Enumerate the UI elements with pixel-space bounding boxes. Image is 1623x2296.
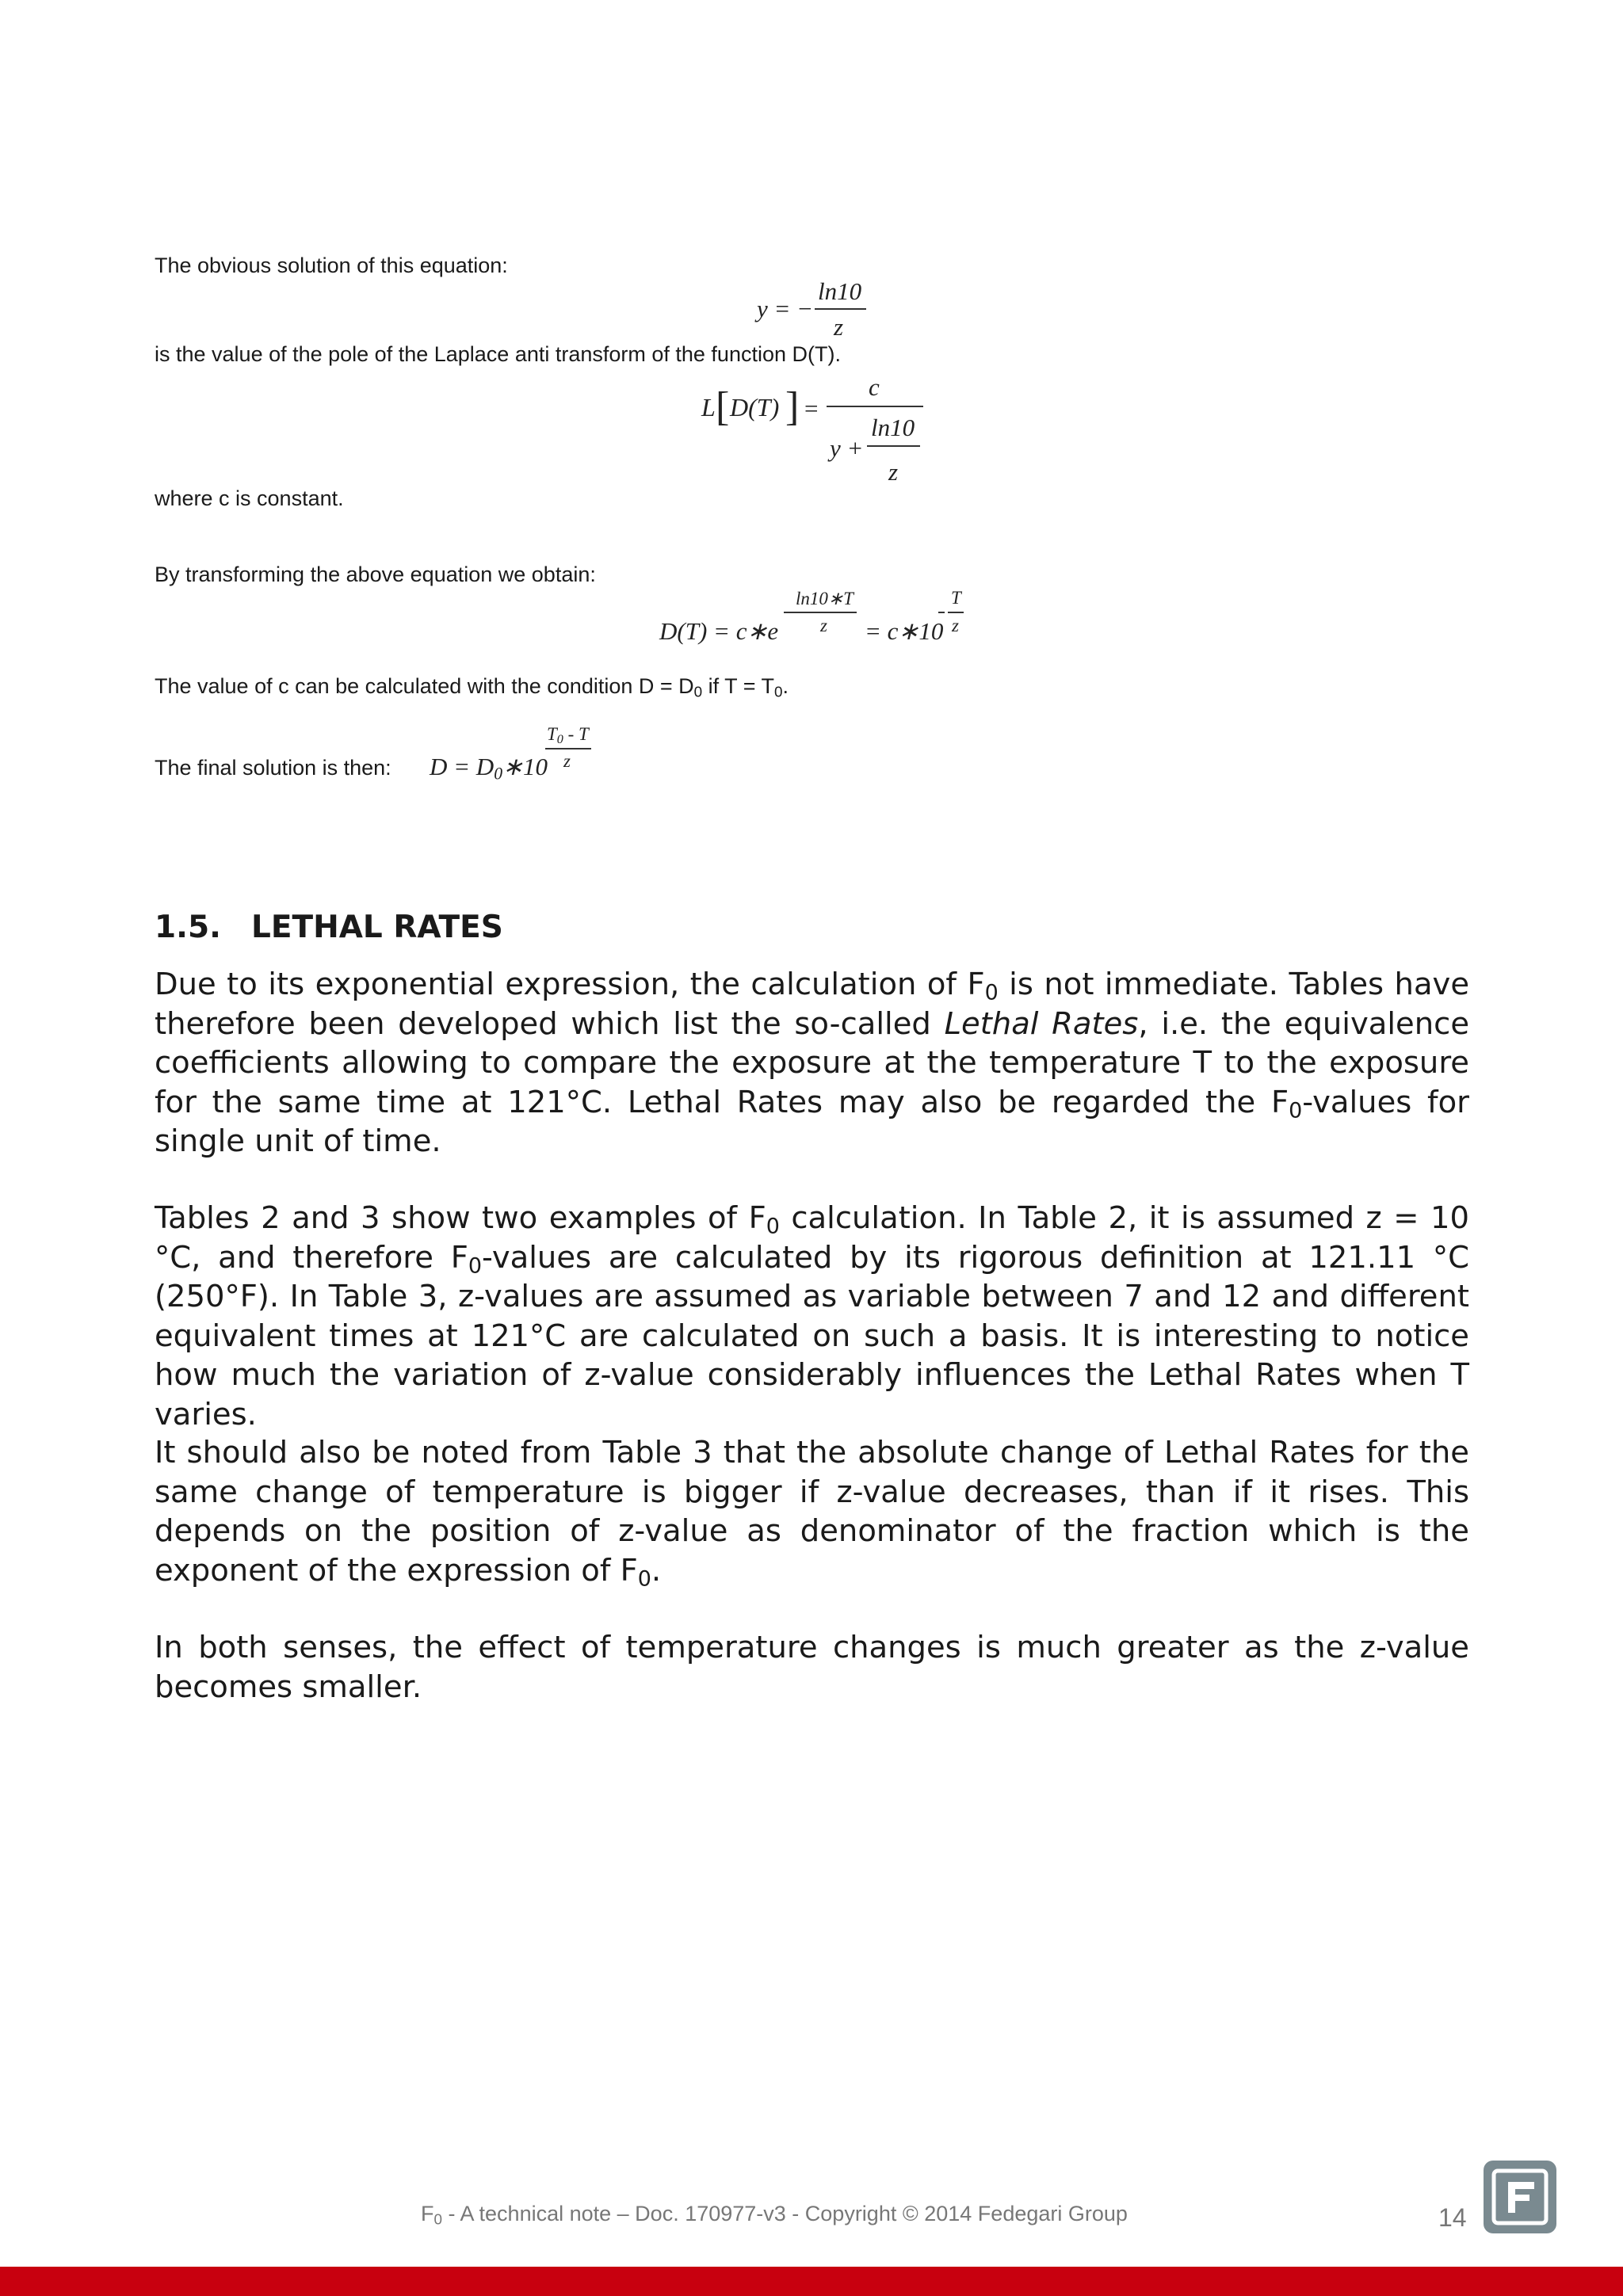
footer-red-bar xyxy=(0,2267,1623,2296)
eq1-num: ln10 xyxy=(818,277,862,305)
page-number: 14 xyxy=(1438,2203,1467,2232)
eq2-den-y: y + xyxy=(830,434,864,462)
eq4-lhs: $D = D_0∗10$ xyxy=(430,753,548,784)
final-solution-text: The final solution is then: xyxy=(155,756,391,780)
eq3-lhs: D(T) = c∗e xyxy=(659,617,779,645)
paragraph-both-senses: In both senses, the effect of temperature changes is much greater as the z-value becomes smaller. xyxy=(155,1630,1469,1705)
section-title: LETHAL RATES xyxy=(251,910,503,945)
eq4-exp-den: z xyxy=(563,751,571,771)
eq3-exp2-num: T xyxy=(951,588,961,608)
eq3-exp1-num: ln10∗T xyxy=(796,589,854,608)
transform-text: By transforming the above equation we obtain: xyxy=(155,563,596,586)
eq2-eq: = xyxy=(804,395,819,422)
paragraph-absolute-change: It should also be noted from Table 3 that the absolute change of Lethal Rates for the same change of temperature is bigger if z-value decreases, than if it rises. This depends on the position of z-value as denominator of the fraction which is the exponent of the expression of $F_0$. xyxy=(155,1435,1469,1592)
eq2-l: L xyxy=(701,393,716,421)
eq2-arg: D(T) xyxy=(730,393,780,421)
paragraph-tables: Tables 2 and 3 show two examples of $F_0$ calculation. In Table 2, it is assumed z = 10 °C, and therefore $F_0$-values are calculated by its rigorous definition at 121.11 °C (250°F). In Table 3, z-values are assumed as variable between 7 and 12 and different equivalent times at 121°C are calculated on such a basis. It is interesting to notice how much the variation of z-value considerably influences the Lethal Rates when T varies. xyxy=(155,1200,1469,1432)
eq4-exp-num: $T_0$ - T xyxy=(547,724,589,747)
section-number: 1.5. xyxy=(155,910,221,945)
eq2-num: c xyxy=(869,373,880,401)
eq3-mid: = c∗10 xyxy=(865,617,944,645)
equation-intro: The obvious solution of this equation: xyxy=(155,254,508,277)
eq3-exp2-den: z xyxy=(952,616,959,635)
eq1-lhs: y = − xyxy=(757,295,814,322)
fedegari-logo-icon xyxy=(1482,2159,1558,2235)
eq2-den-num: ln10 xyxy=(871,414,915,441)
footer-text: $F_0$ - A technical note – Doc. 170977-v3 - Copyright © 2014 Fedegari Group xyxy=(421,2202,1128,2229)
eq2-den-den: z xyxy=(888,458,899,486)
eq2-bracket-right: ] xyxy=(785,384,800,429)
condition-text: The value of c can be calculated with the condition $D = D_0$ if $T = T_0$. xyxy=(155,674,789,701)
eq2-bracket-left: [ xyxy=(716,384,730,429)
eq1-den: z xyxy=(834,313,844,341)
paragraph-lethal-rates: Due to its exponential expression, the calculation of $F_0$ is not immediate. Tables have therefore been developed which list the so-called Lethal Rates, i.e. the equivalence coefficients allowing to compare the exposure at the temperature T to the exposure for the same time at 121°C. Lethal Rates may also be regarded the $F_0$-values for single unit of time. xyxy=(155,967,1470,1159)
laplace-text: is the value of the pole of the Laplace anti transform of the function D(T). xyxy=(155,342,841,366)
constant-text: where c is constant. xyxy=(155,486,344,510)
eq3-exp1-den: z xyxy=(820,616,827,635)
